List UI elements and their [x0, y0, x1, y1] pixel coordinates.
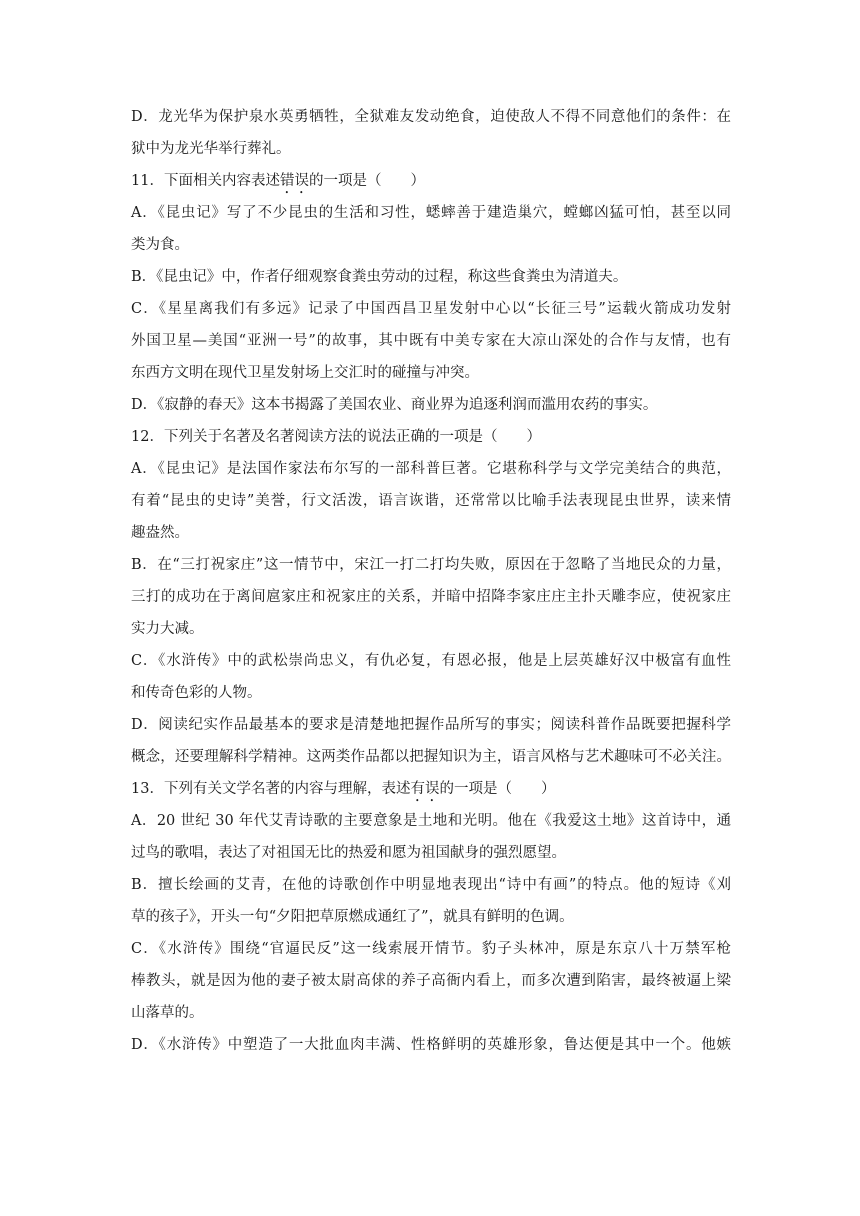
- text-line: A．《昆虫记》是法国作家法布尔写的一部科普巨著。它堪称科学与文学完美结合的典范，: [131, 461, 731, 477]
- text-line: 东西方文明在现代卫星发射场上交汇时的碰撞与冲突。: [131, 365, 479, 381]
- text-line: 类为食。: [131, 237, 189, 253]
- emphasis-mark: 错误: [279, 173, 309, 189]
- text-line: 外国卫星—美国“亚洲一号”的故事，其中既有中美专家在大凉山深处的合作与友情，也有: [131, 333, 731, 349]
- text-line: 趣盎然。: [131, 525, 189, 541]
- text-line: 12．下列关于名著及名著阅读方法的说法正确的一项是（ ）: [131, 429, 541, 445]
- document-body: [131, 107, 731, 1067]
- text-line: D．龙光华为保护泉水英勇牺牲，全狱难友发动绝食，迫使敌人不得不同意他们的条件：在: [131, 109, 731, 125]
- text-line: 13．下列有关文学名著的内容与理解，表述有误的一项是（ ）: [131, 781, 556, 797]
- text-line: D．《水浒传》中塑造了一大批血肉丰满、性格鲜明的英雄形象，鲁达便是其中一个。他嫉: [131, 1037, 731, 1053]
- text-line: B．《昆虫记》中，作者仔细观察食粪虫劳动的过程，称这些食粪虫为清道夫。: [131, 269, 628, 285]
- text-line: 过鸟的歌唱，表达了对祖国无比的热爱和愿为祖国献身的强烈愿望。: [131, 845, 566, 861]
- text-line: 山落草的。: [131, 1005, 204, 1021]
- text-line: C．《水浒传》围绕“官逼民反”这一线索展开情节。豹子头林冲，原是东京八十万禁军枪: [131, 941, 731, 957]
- text-line: C．《星星离我们有多远》记录了中国西昌卫星发射中心以“长征三号”运载火箭成功发射: [131, 301, 731, 317]
- text-line: 狱中为龙光华举行葬礼。: [131, 141, 291, 157]
- text-line: 棒教头，就是因为他的妻子被太尉高俅的养子高衙内看上，而多次遭到陷害，最终被逼上梁: [131, 973, 731, 989]
- text-line: C．《水浒传》中的武松崇尚忠义，有仇必复，有恩必报，他是上层英雄好汉中极富有血性: [131, 653, 731, 669]
- text-line: 草的孩子》，开头一句“夕阳把草原燃成通红了”，就具有鲜明的色调。: [131, 909, 574, 925]
- text-line: A．《昆虫记》写了不少昆虫的生活和习性，蟋蟀善于建造巢穴，螳螂凶猛可怕，甚至以同: [131, 205, 731, 221]
- text-line: 和传奇色彩的人物。: [131, 685, 262, 701]
- text-line: 实力大减。: [131, 621, 204, 637]
- text-line: A．20 世纪 30 年代艾青诗歌的主要意象是土地和光明。他在《我爱这土地》这首诗中，通: [131, 813, 731, 829]
- text-line: B．在“三打祝家庄”这一情节中，宋江一打二打均失败，原因在于忽略了当地民众的力量，: [131, 557, 731, 573]
- emphasis-mark: 有误: [410, 781, 440, 797]
- text-line: 有着“昆虫的史诗”美誉，行文活泼，语言诙谐，还常常以比喻手法表现昆虫世界，读来情: [131, 493, 731, 509]
- text-line: 概念，还要理解科学精神。这两类作品都以把握知识为主，语言风格与艺术趣味可不必关注。: [131, 749, 731, 765]
- text-line: D．《寂静的春天》这本书揭露了美国农业、商业界为追逐利润而滥用农药的事实。: [131, 397, 658, 413]
- text-line: 11．下面相关内容表述错误的一项是（ ）: [131, 173, 425, 189]
- text-line: B．擅长绘画的艾青，在他的诗歌创作中明显地表现出“诗中有画”的特点。他的短诗《刈: [131, 877, 731, 893]
- text-line: D．阅读纪实作品最基本的要求是清楚地把握作品所写的事实；阅读科普作品既要把握科学: [131, 717, 731, 733]
- text-line: 三打的成功在于离间扈家庄和祝家庄的关系，并暗中招降李家庄庄主扑天雕李应，使祝家庄: [131, 589, 731, 605]
